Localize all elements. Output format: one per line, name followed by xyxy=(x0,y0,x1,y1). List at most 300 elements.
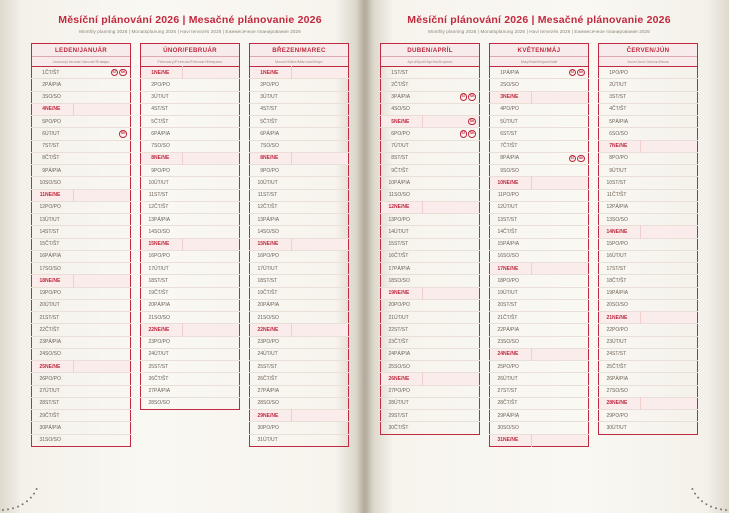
day-note-field[interactable] xyxy=(292,67,349,79)
day-row[interactable] xyxy=(490,348,589,360)
day-row[interactable] xyxy=(490,422,589,434)
day-row[interactable] xyxy=(490,79,589,91)
day-row[interactable] xyxy=(381,79,480,91)
day-row[interactable] xyxy=(490,336,589,348)
day-row[interactable] xyxy=(250,128,349,140)
day-note-field[interactable] xyxy=(73,385,131,397)
day-note-field[interactable] xyxy=(640,299,698,311)
day-note-field[interactable] xyxy=(292,299,349,311)
day-row[interactable] xyxy=(250,385,349,397)
day-note-field[interactable] xyxy=(422,67,480,79)
day-row[interactable] xyxy=(32,214,131,226)
day-note-field[interactable] xyxy=(531,434,589,446)
day-note-field[interactable] xyxy=(292,91,349,103)
day-note-field[interactable] xyxy=(73,152,131,164)
day-row[interactable] xyxy=(141,79,240,91)
day-note-field[interactable] xyxy=(422,336,480,348)
day-row[interactable] xyxy=(250,336,349,348)
day-note-field[interactable] xyxy=(531,152,589,164)
day-row[interactable] xyxy=(599,385,698,397)
day-note-field[interactable] xyxy=(640,361,698,373)
day-note-field[interactable] xyxy=(422,152,480,164)
day-row[interactable] xyxy=(381,422,480,434)
day-note-field[interactable] xyxy=(531,385,589,397)
day-note-field[interactable] xyxy=(531,348,589,360)
day-row[interactable] xyxy=(250,103,349,115)
day-row[interactable] xyxy=(599,287,698,299)
day-row[interactable] xyxy=(141,91,240,103)
day-note-field[interactable] xyxy=(183,361,240,373)
day-note-field[interactable] xyxy=(183,238,240,250)
day-row[interactable] xyxy=(381,226,480,238)
day-row[interactable] xyxy=(490,67,589,79)
day-note-field[interactable] xyxy=(73,140,131,152)
day-row[interactable] xyxy=(32,348,131,360)
day-note-field[interactable] xyxy=(73,189,131,201)
day-note-field[interactable] xyxy=(640,226,698,238)
day-note-field[interactable] xyxy=(531,189,589,201)
day-row[interactable] xyxy=(32,140,131,152)
day-row[interactable] xyxy=(381,275,480,287)
day-note-field[interactable] xyxy=(73,238,131,250)
day-note-field[interactable] xyxy=(531,128,589,140)
day-note-field[interactable] xyxy=(422,103,480,115)
day-row[interactable] xyxy=(141,116,240,128)
day-note-field[interactable] xyxy=(422,361,480,373)
day-row[interactable] xyxy=(490,385,589,397)
day-note-field[interactable] xyxy=(422,128,480,140)
day-note-field[interactable] xyxy=(292,140,349,152)
day-row[interactable] xyxy=(32,410,131,422)
day-row[interactable] xyxy=(381,397,480,409)
day-note-field[interactable] xyxy=(73,250,131,262)
day-row[interactable] xyxy=(32,373,131,385)
day-row[interactable] xyxy=(381,116,480,128)
day-note-field[interactable] xyxy=(640,152,698,164)
day-note-field[interactable] xyxy=(422,275,480,287)
day-row[interactable] xyxy=(381,410,480,422)
day-row[interactable] xyxy=(32,79,131,91)
day-row[interactable] xyxy=(381,336,480,348)
day-note-field[interactable] xyxy=(292,312,349,324)
day-note-field[interactable] xyxy=(640,128,698,140)
day-row[interactable] xyxy=(599,177,698,189)
day-row[interactable] xyxy=(490,116,589,128)
day-row[interactable] xyxy=(32,336,131,348)
day-row[interactable] xyxy=(381,312,480,324)
day-row[interactable] xyxy=(490,152,589,164)
day-note-field[interactable] xyxy=(422,165,480,177)
day-note-field[interactable] xyxy=(640,422,698,434)
day-row[interactable] xyxy=(381,361,480,373)
day-row[interactable] xyxy=(599,263,698,275)
day-row[interactable] xyxy=(599,165,698,177)
day-note-field[interactable] xyxy=(531,275,589,287)
day-note-field[interactable] xyxy=(640,116,698,128)
day-row[interactable] xyxy=(490,287,589,299)
day-note-field[interactable] xyxy=(422,385,480,397)
day-row[interactable] xyxy=(490,165,589,177)
day-note-field[interactable] xyxy=(531,67,589,79)
day-note-field[interactable] xyxy=(292,410,349,422)
day-note-field[interactable] xyxy=(531,226,589,238)
day-note-field[interactable] xyxy=(531,287,589,299)
day-note-field[interactable] xyxy=(531,103,589,115)
day-row[interactable] xyxy=(32,201,131,213)
day-note-field[interactable] xyxy=(73,91,131,103)
day-row[interactable] xyxy=(32,434,131,446)
day-row[interactable] xyxy=(599,250,698,262)
day-row[interactable] xyxy=(490,312,589,324)
day-note-field[interactable] xyxy=(73,348,131,360)
day-row[interactable] xyxy=(490,275,589,287)
day-note-field[interactable] xyxy=(73,103,131,115)
day-note-field[interactable] xyxy=(531,214,589,226)
day-note-field[interactable] xyxy=(640,410,698,422)
day-note-field[interactable] xyxy=(531,312,589,324)
day-row[interactable] xyxy=(381,177,480,189)
day-note-field[interactable] xyxy=(292,128,349,140)
day-note-field[interactable] xyxy=(73,275,131,287)
day-row[interactable] xyxy=(599,312,698,324)
day-note-field[interactable] xyxy=(183,287,240,299)
day-row[interactable] xyxy=(250,312,349,324)
day-note-field[interactable] xyxy=(73,165,131,177)
day-note-field[interactable] xyxy=(640,385,698,397)
day-note-field[interactable] xyxy=(292,152,349,164)
day-row[interactable] xyxy=(599,397,698,409)
day-note-field[interactable] xyxy=(422,79,480,91)
day-row[interactable] xyxy=(599,201,698,213)
day-row[interactable] xyxy=(599,214,698,226)
day-note-field[interactable] xyxy=(640,287,698,299)
day-note-field[interactable] xyxy=(640,140,698,152)
day-note-field[interactable] xyxy=(640,312,698,324)
day-row[interactable] xyxy=(141,189,240,201)
day-note-field[interactable] xyxy=(292,373,349,385)
day-row[interactable] xyxy=(32,116,131,128)
day-note-field[interactable] xyxy=(292,103,349,115)
day-note-field[interactable] xyxy=(292,165,349,177)
day-note-field[interactable] xyxy=(73,263,131,275)
day-note-field[interactable] xyxy=(183,250,240,262)
day-row[interactable] xyxy=(381,152,480,164)
day-note-field[interactable] xyxy=(422,263,480,275)
day-row[interactable] xyxy=(490,250,589,262)
day-row[interactable] xyxy=(141,226,240,238)
day-note-field[interactable] xyxy=(183,201,240,213)
day-row[interactable] xyxy=(381,287,480,299)
day-row[interactable] xyxy=(250,250,349,262)
day-note-field[interactable] xyxy=(183,312,240,324)
day-row[interactable] xyxy=(32,177,131,189)
day-note-field[interactable] xyxy=(183,226,240,238)
day-row[interactable] xyxy=(250,373,349,385)
day-note-field[interactable] xyxy=(73,312,131,324)
day-row[interactable] xyxy=(32,324,131,336)
day-note-field[interactable] xyxy=(73,67,131,79)
day-note-field[interactable] xyxy=(531,140,589,152)
day-note-field[interactable] xyxy=(640,67,698,79)
day-row[interactable] xyxy=(490,397,589,409)
day-note-field[interactable] xyxy=(531,410,589,422)
day-note-field[interactable] xyxy=(183,336,240,348)
day-row[interactable] xyxy=(599,152,698,164)
day-note-field[interactable] xyxy=(640,214,698,226)
day-row[interactable] xyxy=(250,152,349,164)
day-note-field[interactable] xyxy=(183,214,240,226)
day-row[interactable] xyxy=(141,250,240,262)
day-note-field[interactable] xyxy=(183,67,240,79)
day-row[interactable] xyxy=(141,140,240,152)
day-row[interactable] xyxy=(599,422,698,434)
day-note-field[interactable] xyxy=(292,250,349,262)
day-row[interactable] xyxy=(250,299,349,311)
day-row[interactable] xyxy=(32,103,131,115)
day-note-field[interactable] xyxy=(640,373,698,385)
day-note-field[interactable] xyxy=(73,422,131,434)
day-row[interactable] xyxy=(32,361,131,373)
day-note-field[interactable] xyxy=(531,250,589,262)
day-note-field[interactable] xyxy=(422,201,480,213)
day-row[interactable] xyxy=(141,128,240,140)
day-note-field[interactable] xyxy=(640,275,698,287)
day-row[interactable] xyxy=(490,201,589,213)
day-note-field[interactable] xyxy=(183,299,240,311)
day-note-field[interactable] xyxy=(73,226,131,238)
day-note-field[interactable] xyxy=(531,397,589,409)
day-row[interactable] xyxy=(32,422,131,434)
day-row[interactable] xyxy=(599,324,698,336)
day-row[interactable] xyxy=(599,116,698,128)
day-row[interactable] xyxy=(490,226,589,238)
day-row[interactable] xyxy=(141,67,240,79)
day-row[interactable] xyxy=(490,324,589,336)
day-row[interactable] xyxy=(381,263,480,275)
day-note-field[interactable] xyxy=(73,79,131,91)
day-row[interactable] xyxy=(250,67,349,79)
day-row[interactable] xyxy=(250,165,349,177)
day-row[interactable] xyxy=(599,238,698,250)
day-note-field[interactable] xyxy=(73,397,131,409)
day-note-field[interactable] xyxy=(422,397,480,409)
day-note-field[interactable] xyxy=(292,79,349,91)
day-row[interactable] xyxy=(32,189,131,201)
day-note-field[interactable] xyxy=(73,299,131,311)
day-note-field[interactable] xyxy=(183,348,240,360)
day-row[interactable] xyxy=(141,373,240,385)
day-row[interactable] xyxy=(250,140,349,152)
day-row[interactable] xyxy=(141,177,240,189)
day-row[interactable] xyxy=(32,275,131,287)
day-note-field[interactable] xyxy=(531,324,589,336)
day-row[interactable] xyxy=(599,336,698,348)
day-row[interactable] xyxy=(381,189,480,201)
day-note-field[interactable] xyxy=(531,238,589,250)
day-row[interactable] xyxy=(599,275,698,287)
day-row[interactable] xyxy=(381,238,480,250)
day-row[interactable] xyxy=(490,263,589,275)
day-row[interactable] xyxy=(490,238,589,250)
day-note-field[interactable] xyxy=(183,177,240,189)
day-row[interactable] xyxy=(141,152,240,164)
day-note-field[interactable] xyxy=(73,410,131,422)
day-row[interactable] xyxy=(599,103,698,115)
day-row[interactable] xyxy=(490,128,589,140)
day-note-field[interactable] xyxy=(292,336,349,348)
day-note-field[interactable] xyxy=(422,189,480,201)
day-note-field[interactable] xyxy=(292,238,349,250)
day-row[interactable] xyxy=(381,348,480,360)
day-row[interactable] xyxy=(490,214,589,226)
day-row[interactable] xyxy=(250,434,349,446)
day-note-field[interactable] xyxy=(531,116,589,128)
day-row[interactable] xyxy=(32,263,131,275)
day-row[interactable] xyxy=(141,214,240,226)
day-note-field[interactable] xyxy=(640,189,698,201)
day-row[interactable] xyxy=(32,128,131,140)
day-row[interactable] xyxy=(250,214,349,226)
day-row[interactable] xyxy=(32,299,131,311)
day-note-field[interactable] xyxy=(73,361,131,373)
day-row[interactable] xyxy=(381,103,480,115)
day-note-field[interactable] xyxy=(73,336,131,348)
day-row[interactable] xyxy=(381,299,480,311)
day-row[interactable] xyxy=(381,128,480,140)
day-row[interactable] xyxy=(141,312,240,324)
day-row[interactable] xyxy=(141,287,240,299)
day-row[interactable] xyxy=(381,385,480,397)
day-note-field[interactable] xyxy=(292,348,349,360)
day-row[interactable] xyxy=(599,348,698,360)
day-note-field[interactable] xyxy=(640,263,698,275)
day-row[interactable] xyxy=(599,226,698,238)
day-row[interactable] xyxy=(32,385,131,397)
day-row[interactable] xyxy=(141,336,240,348)
day-row[interactable] xyxy=(32,250,131,262)
day-note-field[interactable] xyxy=(183,324,240,336)
day-note-field[interactable] xyxy=(640,165,698,177)
day-note-field[interactable] xyxy=(422,238,480,250)
day-row[interactable] xyxy=(599,410,698,422)
day-note-field[interactable] xyxy=(422,312,480,324)
day-note-field[interactable] xyxy=(292,263,349,275)
day-note-field[interactable] xyxy=(422,299,480,311)
day-note-field[interactable] xyxy=(531,361,589,373)
day-note-field[interactable] xyxy=(531,299,589,311)
day-row[interactable] xyxy=(141,275,240,287)
day-note-field[interactable] xyxy=(531,336,589,348)
day-row[interactable] xyxy=(250,287,349,299)
day-note-field[interactable] xyxy=(422,250,480,262)
day-note-field[interactable] xyxy=(292,434,349,446)
day-row[interactable] xyxy=(141,299,240,311)
day-row[interactable] xyxy=(381,324,480,336)
day-row[interactable] xyxy=(381,91,480,103)
day-note-field[interactable] xyxy=(531,373,589,385)
day-note-field[interactable] xyxy=(422,410,480,422)
day-note-field[interactable] xyxy=(183,91,240,103)
day-note-field[interactable] xyxy=(73,177,131,189)
day-row[interactable] xyxy=(141,201,240,213)
day-note-field[interactable] xyxy=(531,91,589,103)
day-row[interactable] xyxy=(141,361,240,373)
day-row[interactable] xyxy=(32,397,131,409)
day-note-field[interactable] xyxy=(292,397,349,409)
day-note-field[interactable] xyxy=(183,165,240,177)
day-row[interactable] xyxy=(141,263,240,275)
day-note-field[interactable] xyxy=(73,116,131,128)
day-note-field[interactable] xyxy=(422,324,480,336)
day-row[interactable] xyxy=(141,103,240,115)
day-row[interactable] xyxy=(381,201,480,213)
day-row[interactable] xyxy=(599,128,698,140)
day-row[interactable] xyxy=(32,287,131,299)
day-row[interactable] xyxy=(141,348,240,360)
day-note-field[interactable] xyxy=(183,116,240,128)
day-row[interactable] xyxy=(32,226,131,238)
day-row[interactable] xyxy=(250,201,349,213)
day-note-field[interactable] xyxy=(73,287,131,299)
day-note-field[interactable] xyxy=(531,177,589,189)
day-row[interactable] xyxy=(599,373,698,385)
day-note-field[interactable] xyxy=(73,434,131,446)
day-note-field[interactable] xyxy=(422,91,480,103)
day-row[interactable] xyxy=(599,140,698,152)
day-note-field[interactable] xyxy=(640,348,698,360)
day-row[interactable] xyxy=(490,361,589,373)
day-row[interactable] xyxy=(490,140,589,152)
day-row[interactable] xyxy=(490,91,589,103)
day-note-field[interactable] xyxy=(183,79,240,91)
day-note-field[interactable] xyxy=(640,324,698,336)
day-note-field[interactable] xyxy=(640,79,698,91)
day-row[interactable] xyxy=(381,67,480,79)
day-note-field[interactable] xyxy=(183,275,240,287)
day-row[interactable] xyxy=(250,189,349,201)
day-row[interactable] xyxy=(250,348,349,360)
day-note-field[interactable] xyxy=(292,214,349,226)
day-note-field[interactable] xyxy=(183,397,240,409)
day-row[interactable] xyxy=(381,214,480,226)
day-row[interactable] xyxy=(250,410,349,422)
day-note-field[interactable] xyxy=(640,201,698,213)
day-note-field[interactable] xyxy=(422,422,480,434)
day-note-field[interactable] xyxy=(422,177,480,189)
day-row[interactable] xyxy=(490,103,589,115)
day-note-field[interactable] xyxy=(292,385,349,397)
day-note-field[interactable] xyxy=(292,116,349,128)
day-row[interactable] xyxy=(250,79,349,91)
day-row[interactable] xyxy=(141,385,240,397)
day-note-field[interactable] xyxy=(292,201,349,213)
day-note-field[interactable] xyxy=(292,287,349,299)
day-row[interactable] xyxy=(32,91,131,103)
day-row[interactable] xyxy=(250,116,349,128)
day-row[interactable] xyxy=(599,79,698,91)
day-row[interactable] xyxy=(490,373,589,385)
day-row[interactable] xyxy=(250,263,349,275)
day-note-field[interactable] xyxy=(292,422,349,434)
day-note-field[interactable] xyxy=(531,263,589,275)
day-note-field[interactable] xyxy=(183,152,240,164)
day-note-field[interactable] xyxy=(292,177,349,189)
day-row[interactable] xyxy=(250,275,349,287)
day-note-field[interactable] xyxy=(640,250,698,262)
day-row[interactable] xyxy=(32,165,131,177)
day-row[interactable] xyxy=(250,91,349,103)
day-note-field[interactable] xyxy=(73,373,131,385)
